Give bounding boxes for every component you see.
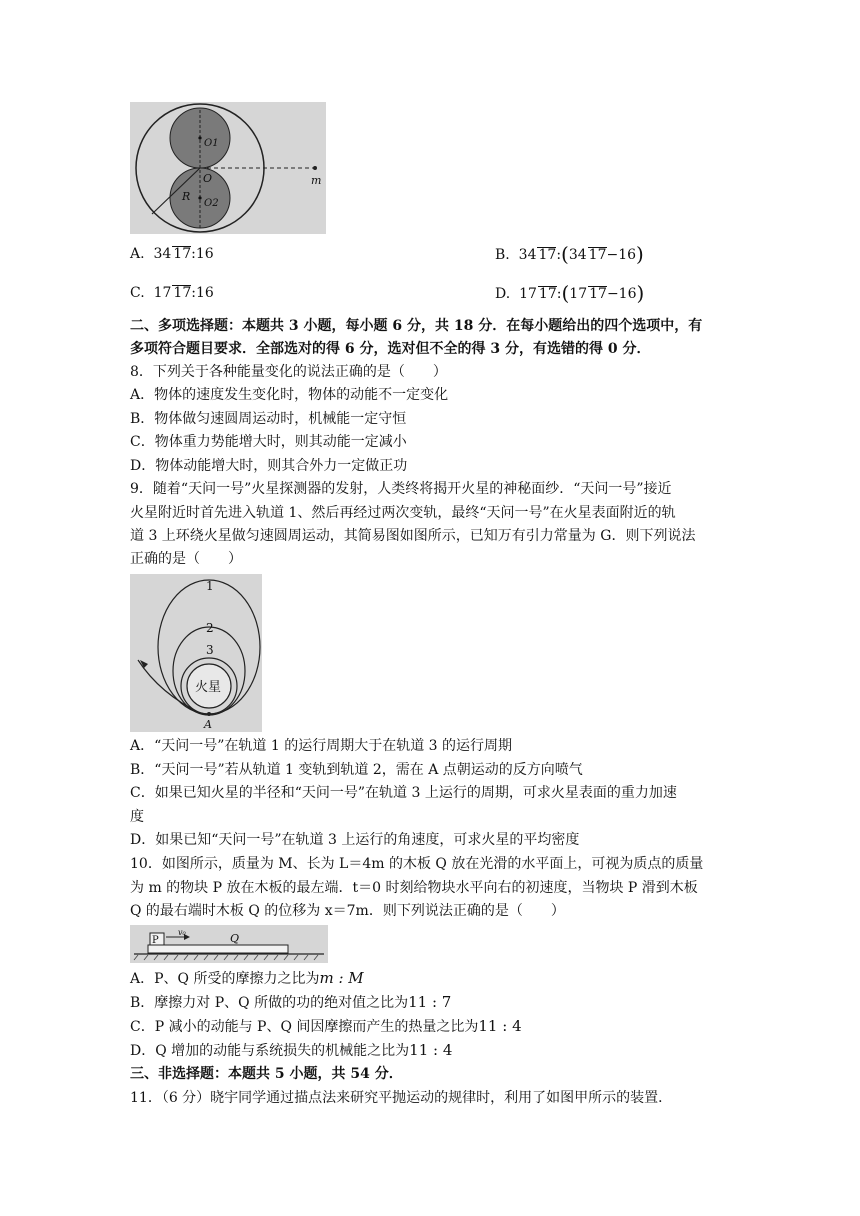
- q10-option-c: C．P 减小的动能与 P、Q 间因摩擦而产生的热量之比为11 : 4: [130, 1017, 522, 1035]
- q9-option-b: B．“天问一号”若从轨道 1 变轨到轨道 2，需在 A 点朝运动的反方向喷气: [130, 762, 583, 778]
- board-q-label: Q: [230, 932, 240, 945]
- section2-heading: 二、多项选择题：本题共 3 小题，每小题 6 分，共 18 分．在每小题给出的四个选项中，有: [130, 318, 703, 334]
- q8-option-c: C．物体重力势能增大时，则其动能一定减小: [130, 434, 407, 450]
- q10-stem-3: Q 的最右端时木板 Q 的位移为 x＝7m．则下列说法正确的是（ ）: [130, 903, 565, 919]
- q9-option-c-line1: C．如果已知火星的半径和“天问一号”在轨道 3 上运行的周期，可求火星表面的重力加速: [130, 785, 677, 801]
- circles-diagram: [130, 102, 326, 234]
- q8-option-b: B．物体做匀速圆周运动时，机械能一定守恒: [130, 411, 407, 427]
- q9-option-c-line2: 度: [130, 809, 144, 825]
- q10-option-a: A．P、Q 所受的摩擦力之比为m : M: [130, 969, 364, 987]
- q9-stem-3: 道 3 上环绕火星做匀速圆周运动，其简易图如图所示，已知万有引力常量为 G．则下列说法: [130, 528, 696, 544]
- q9-stem-1: 9．随着“天问一号”火星探测器的发射，人类终将揭开火星的神秘面纱．“天问一号”接近: [130, 481, 672, 497]
- point-a-label: A: [204, 718, 212, 731]
- orbit-1-label: 1: [206, 579, 214, 593]
- q9-option-d: D．如果已知“天问一号”在轨道 3 上运行的角速度，可求火星的平均密度: [130, 832, 580, 848]
- q8-option-d: D．物体动能增大时，则其合外力一定做正功: [130, 458, 408, 474]
- section2-instructions: 多项符合题目要求．全部选对的得 6 分，选对但不全的得 3 分，有选错的得 0 分．: [130, 341, 651, 357]
- q11-stem: 11．（6 分）晓宇同学通过描点法来研究平抛运动的规律时，利用了如图甲所示的装置．: [130, 1090, 673, 1106]
- orbit-diagram: [130, 574, 262, 732]
- v0-label: v₀: [178, 928, 186, 937]
- orbit-3-label: 3: [206, 643, 214, 657]
- circles-figure: [130, 102, 326, 234]
- orbit-figure: [130, 574, 262, 732]
- q10-stem-1: 10．如图所示，质量为 M、长为 L＝4m 的木板 Q 放在光滑的水平面上，可视为质点的质量: [130, 856, 704, 872]
- label-o2: O2: [204, 198, 219, 209]
- board-diagram: [130, 925, 328, 963]
- q7-option-d: D. 17 17:(17 17−16): [495, 281, 645, 305]
- q7-option-b: B. 34 17:(34 17−16): [495, 242, 644, 266]
- label-o: O: [203, 172, 213, 185]
- q10-option-d: D．Q 增加的动能与系统损失的机械能之比为11 : 4: [130, 1041, 453, 1059]
- q9-stem-4: 正确的是（ ）: [130, 551, 242, 567]
- q7-option-c: C. 17 17:16: [130, 285, 214, 301]
- label-m: m: [311, 174, 322, 187]
- label-r: R: [182, 190, 191, 203]
- q8-option-a: A．物体的速度发生变化时，物体的动能不一定变化: [130, 387, 449, 403]
- sqrt: 17: [173, 246, 192, 262]
- q10-stem-2: 为 m 的物块 P 放在木板的最左端．t＝0 时刻给物块水平向右的初速度，当物块 P 滑到木板: [130, 880, 698, 896]
- section3-heading: 三、非选择题：本题共 5 小题，共 54 分．: [130, 1066, 403, 1082]
- board-figure: [130, 925, 328, 963]
- mars-label: 火星: [195, 680, 222, 695]
- q9-option-a: A．“天问一号”在轨道 1 的运行周期大于在轨道 3 的运行周期: [130, 738, 513, 754]
- q10-option-b: B．摩擦力对 P、Q 所做的功的绝对值之比为11 : 7: [130, 993, 452, 1011]
- q8-stem: 8．下列关于各种能量变化的说法正确的是（ ）: [130, 364, 447, 380]
- label-o1: O1: [204, 138, 219, 149]
- q9-stem-2: 火星附近时首先进入轨道 1、然后再经过两次变轨，最终“天问一号”在火星表面附近的轨: [130, 505, 676, 521]
- orbit-2-label: 2: [206, 621, 214, 635]
- block-p-label: P: [152, 935, 159, 946]
- q7-option-a: A. 34 17:16: [130, 246, 214, 262]
